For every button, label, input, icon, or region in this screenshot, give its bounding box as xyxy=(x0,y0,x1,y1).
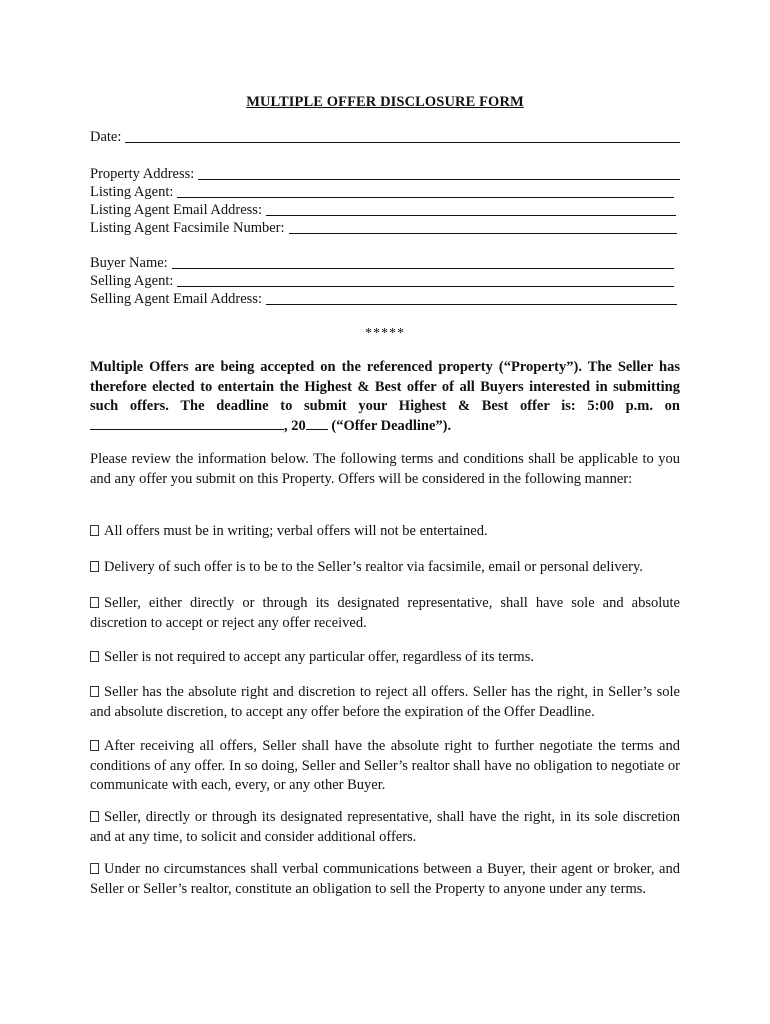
checkbox-icon[interactable] xyxy=(90,651,99,662)
term-text: Seller, either directly or through its designated representative, shall have sole and absolute discretion to accept or reject any offer received. xyxy=(90,595,680,631)
property-address-field[interactable] xyxy=(90,165,680,183)
checkbox-icon[interactable] xyxy=(90,597,99,608)
term-text: Seller has the absolute right and discretion to reject all offers. Seller has the right, in Seller’s sole and absolute discretion, to accept any offer before the expiration of the Offer Deadline. xyxy=(90,684,680,720)
deadline-date-blank[interactable] xyxy=(90,417,284,430)
term-item xyxy=(90,558,680,578)
section-separator: ***** xyxy=(365,326,405,341)
property-address-input-line[interactable] xyxy=(198,166,680,180)
checkbox-icon[interactable] xyxy=(90,525,99,536)
form-title: MULTIPLE OFFER DISCLOSURE FORM xyxy=(246,94,524,110)
intro-text-part1: Multiple Offers are being accepted on the referenced property (“Property”). The Seller has therefore elected to entertain the Highest & Best offer of all Buyers interested in submitting such offers. The deadline to submit your Highest & Best offer is: 5:00 p.m. on xyxy=(90,359,680,414)
date-field[interactable] xyxy=(90,128,680,146)
checkbox-icon[interactable] xyxy=(90,561,99,572)
date-input-line[interactable] xyxy=(125,129,680,143)
intro-text-part3: (“Offer Deadline”). xyxy=(327,417,452,434)
term-text: Seller, directly or through its designated representative, shall have the right, in its sole discretion and at any time, to solicit and consider additional offers. xyxy=(90,809,680,845)
term-text: Under no circumstances shall verbal communications between a Buyer, their agent or broker, and Seller or Seller’s realtor, constitute an obligation to sell the Property to anyone under any terms. xyxy=(90,861,680,897)
listing-agent-email-label: Listing Agent Email Address: xyxy=(90,202,262,218)
term-item xyxy=(90,594,680,633)
date-label: Date: xyxy=(90,129,122,145)
selling-agent-input-line[interactable] xyxy=(177,273,674,287)
checkbox-icon[interactable] xyxy=(90,863,99,874)
intro-text-part2: , 20 xyxy=(284,417,306,434)
selling-agent-email-input-line[interactable] xyxy=(266,291,677,305)
checkbox-icon[interactable] xyxy=(90,686,99,697)
buyer-name-field[interactable] xyxy=(90,254,674,272)
selling-agent-email-label: Selling Agent Email Address: xyxy=(90,291,262,307)
property-address-label: Property Address: xyxy=(90,166,195,182)
listing-agent-email-field[interactable] xyxy=(90,201,676,219)
term-text: After receiving all offers, Seller shall have the absolute right to further negotiate the terms and conditions of any offer. In so doing, Seller and Seller’s realtor shall have no obligation to negotiate or communicate with each, every, or any other Buyer. xyxy=(90,738,680,793)
term-item xyxy=(90,683,680,722)
selling-agent-email-field[interactable] xyxy=(90,290,677,308)
term-text: Delivery of such offer is to be to the Seller’s realtor via facsimile, email or personal delivery. xyxy=(104,559,643,575)
term-item xyxy=(90,860,680,899)
listing-agent-fax-input-line[interactable] xyxy=(289,220,677,234)
listing-agent-fax-label: Listing Agent Facsimile Number: xyxy=(90,220,285,236)
review-paragraph: Please review the information below. The following terms and conditions shall be applicable to you and any offer you submit on this Property. Offers will be considered in the following manner: xyxy=(90,451,680,487)
checkbox-icon[interactable] xyxy=(90,740,99,751)
term-item xyxy=(90,648,680,668)
buyer-name-label: Buyer Name: xyxy=(90,255,168,271)
selling-agent-label: Selling Agent: xyxy=(90,273,174,289)
listing-agent-fax-field[interactable] xyxy=(90,219,677,237)
deadline-year-blank[interactable] xyxy=(306,417,328,430)
term-text: All offers must be in writing; verbal offers will not be entertained. xyxy=(104,523,488,539)
checkbox-icon[interactable] xyxy=(90,811,99,822)
listing-agent-email-input-line[interactable] xyxy=(266,202,676,216)
listing-agent-label: Listing Agent: xyxy=(90,184,174,200)
term-text: Seller is not required to accept any particular offer, regardless of its terms. xyxy=(104,649,534,665)
intro-paragraph xyxy=(90,358,680,436)
listing-agent-field[interactable] xyxy=(90,183,674,201)
listing-agent-input-line[interactable] xyxy=(177,184,674,198)
buyer-name-input-line[interactable] xyxy=(172,255,674,269)
term-item xyxy=(90,522,680,542)
term-item xyxy=(90,737,680,796)
term-item xyxy=(90,808,680,847)
selling-agent-field[interactable] xyxy=(90,272,674,290)
